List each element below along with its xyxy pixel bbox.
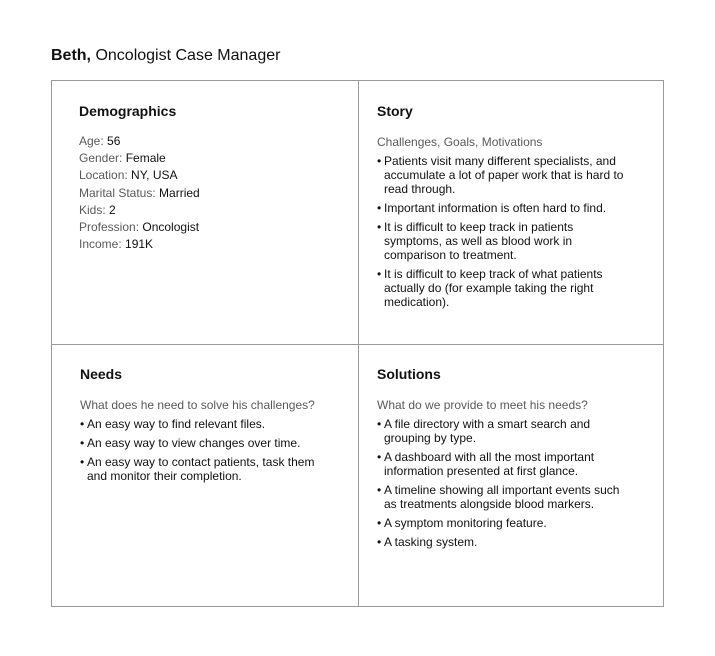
solutions-heading: Solutions — [377, 366, 441, 382]
field-value: 2 — [109, 202, 116, 217]
field-label: Age: — [79, 134, 104, 148]
field-value: Female — [125, 151, 166, 166]
needs-item: • An easy way to find relevant files. — [80, 417, 330, 431]
field-value: 56 — [107, 134, 121, 148]
demographics-list — [79, 133, 329, 253]
needs-subtitle: What does he need to solve his challenges? — [80, 398, 315, 412]
solutions-item: • A dashboard with all the most important information presented at first glance. — [377, 450, 627, 478]
story-item: • It is difficult to keep track in patients symptoms, as well as blood work in comparison to treatment. — [377, 220, 627, 262]
field-label: Gender: — [79, 151, 123, 166]
field-label: Location: — [79, 168, 128, 183]
solutions-item: • A file directory with a smart search and grouping by type. — [377, 417, 627, 445]
page-title — [51, 46, 280, 66]
story-list — [377, 154, 627, 309]
field-label: Income: — [79, 237, 122, 252]
needs-item: • An easy way to view changes over time. — [80, 436, 330, 450]
story-subtitle: Challenges, Goals, Motivations — [377, 135, 543, 149]
needs-heading: Needs — [80, 366, 123, 382]
field-label: Marital Status: — [79, 185, 156, 200]
demographics-item — [79, 219, 329, 236]
story-heading: Story — [377, 103, 413, 119]
field-value: Oncologist — [142, 220, 200, 235]
needs-section — [80, 365, 330, 488]
story-item: • Patients visit many different specialists, and accumulate a lot of paper work that is hard to read through. — [377, 154, 627, 196]
solutions-subtitle: What do we provide to meet his needs? — [377, 398, 588, 412]
demographics-section — [79, 102, 329, 253]
needs-list — [80, 417, 330, 483]
demographics-item — [79, 150, 329, 167]
solutions-list — [377, 417, 627, 549]
story-item: • Important information is often hard to find. — [377, 201, 627, 215]
persona-name: Beth, — [51, 47, 91, 64]
field-label: Kids: — [79, 202, 106, 217]
persona-role: Oncologist Case Manager — [95, 47, 281, 64]
grid-divider-horizontal — [52, 344, 663, 345]
field-value: 191K — [125, 237, 154, 252]
demographics-heading: Demographics — [79, 103, 177, 119]
demographics-item — [79, 133, 329, 150]
needs-item: • An easy way to contact patients, task them and monitor their completion. — [80, 455, 330, 483]
field-label: Profession: — [79, 220, 140, 235]
story-section — [377, 102, 627, 314]
story-item: • It is difficult to keep track of what patients actually do (for example taking the right medication). — [377, 267, 627, 309]
solutions-item: • A tasking system. — [377, 535, 627, 549]
demographics-item — [79, 236, 329, 253]
persona-grid — [51, 80, 664, 607]
solutions-item: • A symptom monitoring feature. — [377, 516, 627, 530]
demographics-item — [79, 202, 329, 219]
demographics-item — [79, 167, 329, 184]
field-value: Married — [159, 185, 200, 200]
field-value: NY, USA — [131, 168, 178, 183]
solutions-item: • A timeline showing all important events such as treatments alongside blood markers. — [377, 483, 627, 511]
demographics-item — [79, 185, 329, 202]
solutions-section — [377, 365, 627, 554]
